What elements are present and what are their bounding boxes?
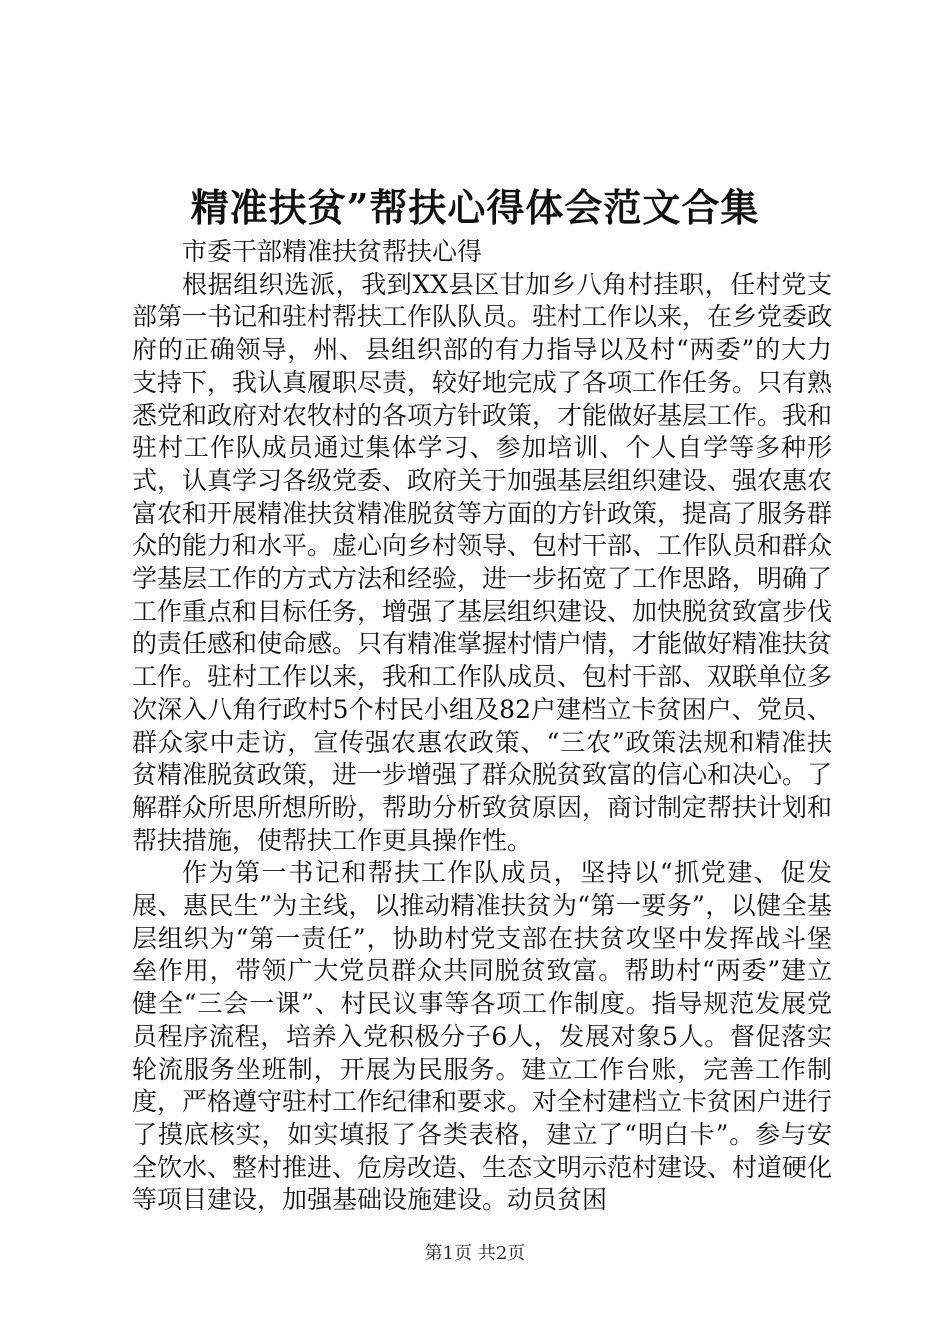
section-subheading: 市委干部精准扶贫帮扶心得 [182,237,483,266]
paragraph-1: 根据组织选派，我到XX县区甘加乡八角村挂职，任村党支部第一书记和驻村帮扶工作队队员。驻村工作以来，在乡党委政府的正确领导，州、县组织部的有力指导以及村“两委”的大力支持下，我认真履职尽责，较好地完成了各项工作任务。只有熟悉党和政府对农牧村的各项方针政策，才能做好基层工作。我和驻村工作队成员通过集体学习、参加培训、个人自学等多种形式，认真学习各级党委、政府关于加强基层组织建设、强农惠农富农和开展精准扶贫精准脱贫等方面的方针政策，提高了服务群众的能力和水平。虚心向乡村领导、包村干部、工作队员和群众学基层工作的方式方法和经验，进一步拓宽了工作思路，明确了工作重点和目标任务，增强了基层组织建设、加快脱贫致富步伐的责任感和使命感。只有精准掌握村情户情，才能做好精准扶贫工作。驻村工作以来，我和工作队成员、包村干部、双联单位多次深入八角行政村5个村民小组及82户建档立卡贫困户、党员、群众家中走访，宣传强农惠农政策、“三农”政策法规和精准扶贫精准脱贫政策，进一步增强了群众脱贫致富的信心和决心。了解群众所思所想所盼，帮助分析致贫原因，商讨制定帮扶计划和帮扶措施，使帮扶工作更具操作性。 [132,269,833,855]
document-body [132,236,832,1217]
document-title: 精准扶贫”帮扶心得体会范文合集 [190,185,760,230]
paragraph-2: 作为第一书记和帮扶工作队成员，坚持以“抓党建、促发展、惠民生”为主线，以推动精准扶贫为“第一要务”，以健全基层组织为“第一责任”，协助村党支部在扶贫攻坚中发挥战斗堡垒作用，带领广大党员群众共同脱贫致富。帮助村“两委”建立健全“三会一课”、村民议事等各项工作制度。指导规范发展党员程序流程，培养入党积极分子6人，发展对象5人。督促落实轮流服务坐班制，开展为民服务。建立工作台账，完善工作制度，严格遵守驻村工作纪律和要求。对全村建档立卡贫困户进行了摸底核实，如实填报了各类表格，建立了“明白卡”。参与安全饮水、整村推进、危房改造、生态文明示范村建设、村道硬化等项目建设，加强基础设施建设。动员贫困 [132,858,833,1215]
page-number-footer: 第1页 共2页 [424,1243,526,1264]
